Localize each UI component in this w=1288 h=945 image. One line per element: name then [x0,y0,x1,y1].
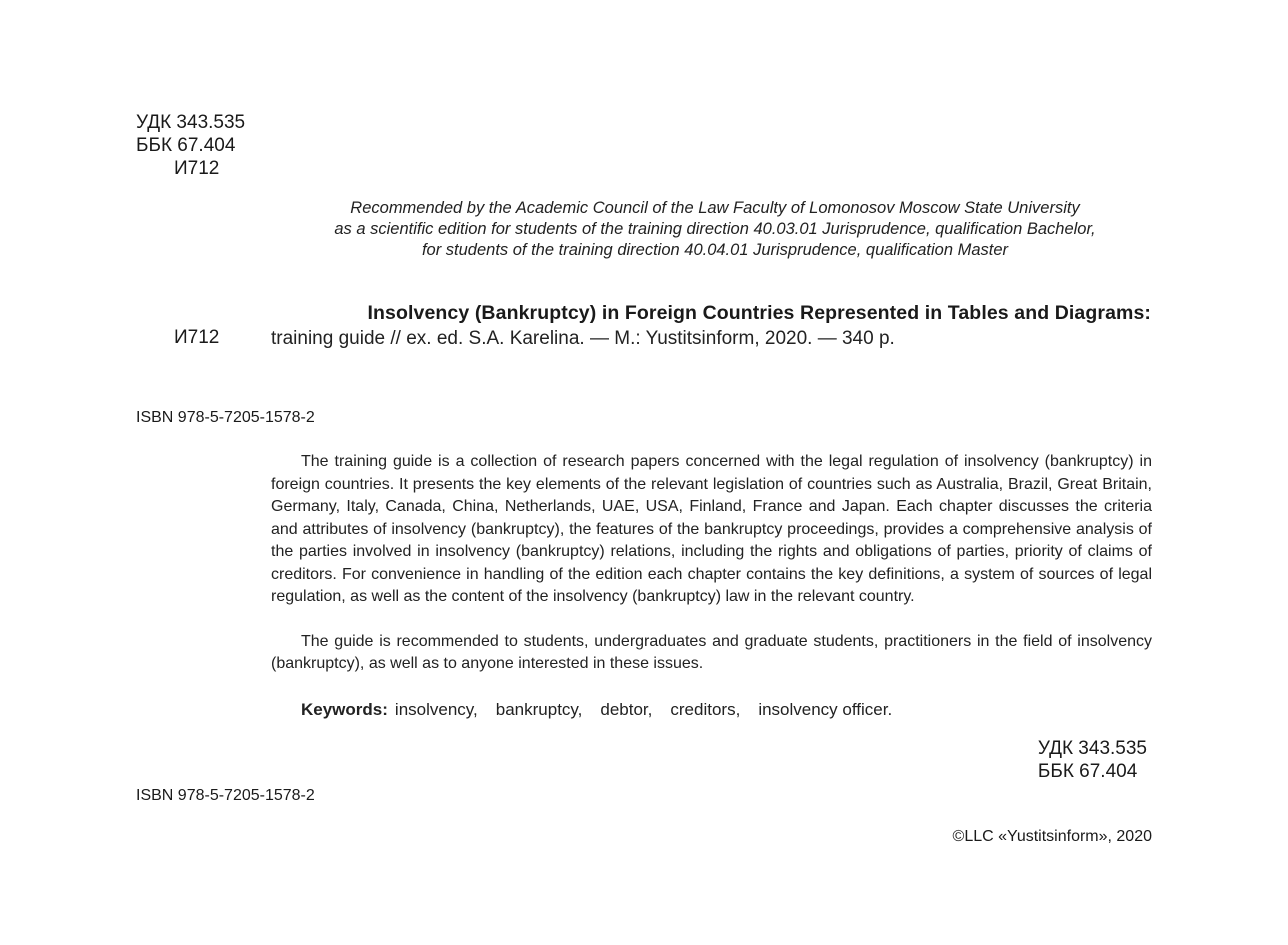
keyword-item: creditors, [670,700,741,719]
classification-bottom [1038,737,1147,783]
bbk-code-top: ББК 67.404 [136,135,236,156]
abstract [271,451,1152,676]
udk-code-top: УДК 343.535 [136,112,246,133]
classification-top [136,111,245,180]
keyword-item: insolvency officer. [758,700,893,719]
bbk-code-bottom: ББК 67.404 [1037,761,1138,782]
bibliographic-record [271,300,1151,352]
keyword-item: bankruptcy, [495,700,583,719]
author-mark-bibliographic: И712 [174,327,220,348]
isbn-top: ISBN 978-5-7205-1578-2 [136,409,315,426]
recommendation-note [300,198,1130,261]
abstract-paragraph-1: The training guide is a collection of research papers concerned with the legal regulation of insolvency (bankruptcy) in foreign countries. It presents the key elements of the relevant legislation of countries such as Australia, Brazil, Great Britain, Germany, Italy, Canada, China, Netherlands, UAE, USA, Finland, France and Japan. Each chapter discusses the criteria and attributes of insolvency (bankruptcy), the features of the bankruptcy proceedings, provides a comprehensive analysis of the parties involved in insolvency (bankruptcy) relations, including the rights and obligations of parties, priority of claims of creditors. For convenience in handling of the edition each chapter contains the key definitions, a system of sources of legal regulation, as well as the content of the insolvency (bankruptcy) law in the relevant country. [271,453,1152,605]
keyword-item: debtor, [600,700,653,719]
keywords [301,699,892,721]
isbn-bottom: ISBN 978-5-7205-1578-2 [136,787,315,804]
author-mark-top: И712 [174,158,220,179]
abstract-paragraph-2: The guide is recommended to students, undergraduates and graduate students, practitioners in the field of insolvency (bankruptcy), as well as to anyone interested in these issues. [271,632,1152,672]
keyword-item: insolvency, [394,700,478,719]
udk-code-bottom: УДК 343.535 [1037,738,1147,759]
copyright-notice: ©LLC «Yustitsinform», 2020 [952,828,1152,845]
keywords-label: Keywords: [301,700,388,719]
book-details: training guide // ex. ed. S.A. Karelina. — M.: Yustitsinform, 2020. — 340 p. [271,328,895,349]
book-title: Insolvency (Bankruptcy) in Foreign Countries Represented in Tables and Diagrams: [367,302,1151,324]
recommendation-line-2: as a scientific edition for students of the training direction 40.03.01 Jurisprudence, qualification Bachelor, [334,220,1096,238]
recommendation-line-3: for students of the training direction 40.04.01 Jurisprudence, qualification Master [421,241,1009,259]
recommendation-line-1: Recommended by the Academic Council of the Law Faculty of Lomonosov Moscow State University [350,199,1080,217]
